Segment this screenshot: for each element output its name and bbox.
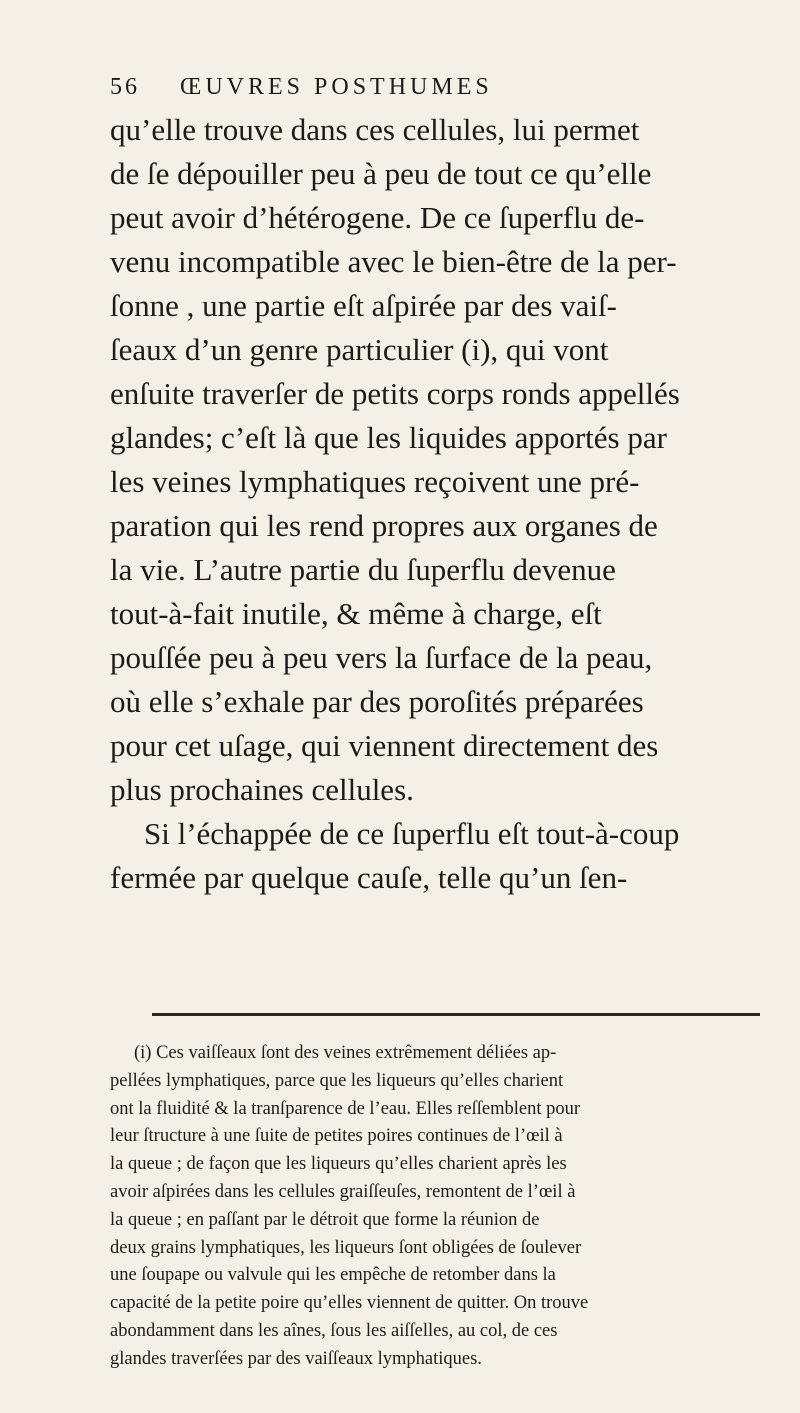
text-line: la vie. L’autre partie du ſuperflu devenue: [110, 552, 616, 587]
text-line: venu incompatible avec le bien-être de la per-: [110, 244, 677, 279]
text-line: paration qui les rend propres aux organes de: [110, 508, 658, 543]
footnote: [110, 1040, 770, 1374]
footnote-rule: [152, 1013, 760, 1016]
text-line: Si l’échappée de ce ſuperflu eſt tout-à-coup: [144, 816, 680, 851]
main-text: [110, 108, 770, 900]
footnote-line: la queue ; de façon que les liqueurs qu’elles charient après les: [110, 1154, 567, 1175]
text-line: pouſſée peu à peu vers la ſurface de la peau,: [110, 640, 653, 675]
text-line: peut avoir d’hétérogene. De ce ſuperflu de-: [110, 200, 645, 235]
text-line: pour cet uſage, qui viennent directement des: [110, 728, 659, 763]
page-number: 56: [110, 74, 140, 100]
footnote-line: capacité de la petite poire qu’elles viennent de quitter. On trouve: [110, 1293, 589, 1314]
footnote-line: une ſoupape ou valvule qui les empêche de retomber dans la: [110, 1265, 556, 1286]
text-line: ſeaux d’un genre particulier (i), qui vont: [110, 332, 609, 367]
footnote-line: deux grains lymphatiques, les liqueurs ſont obligées de ſoulever: [110, 1237, 582, 1258]
text-line: ſonne , une partie eſt aſpirée par des vaiſ-: [110, 288, 617, 323]
running-title: ŒUVRES POSTHUMES: [180, 74, 493, 100]
text-line: les veines lymphatiques reçoivent une pré-: [110, 464, 640, 499]
text-line: enſuite traverſer de petits corps ronds appellés: [110, 376, 680, 411]
footnote-line: glandes traverſées par des vaiſſeaux lymphatiques.: [110, 1348, 482, 1369]
text-line: de ſe dépouiller peu à peu de tout ce qu’elle: [110, 156, 652, 191]
footnote-line: pellées lymphatiques, parce que les liqueurs qu’elles charient: [110, 1070, 564, 1091]
text-line: où elle s’exhale par des poroſités préparées: [110, 684, 644, 719]
footnote-line: avoir aſpirées dans les cellules graiſſeuſes, remontent de l’œil à: [110, 1181, 576, 1202]
text-line: plus prochaines cellules.: [110, 772, 414, 807]
footnote-line: abondamment dans les aînes, ſous les aiſſelles, au col, de ces: [110, 1320, 558, 1341]
text-line: fermée par quelque cauſe, telle qu’un ſen-: [110, 860, 628, 895]
text-line: glandes; c’eſt là que les liquides apportés par: [110, 420, 667, 455]
text-line: qu’elle trouve dans ces cellules, lui permet: [110, 112, 640, 147]
footnote-line: ont la fluidité & la tranſparence de l’eau. Elles reſſemblent pour: [110, 1098, 581, 1119]
text-line: tout-à-fait inutile, & même à charge, eſt: [110, 596, 602, 631]
footnote-line: la queue ; en paſſant par le détroit que forme la réunion de: [110, 1209, 540, 1230]
footnote-line: (i) Ces vaiſſeaux ſont des veines extrêmement déliées ap-: [134, 1043, 557, 1063]
footnote-line: leur ſtructure à une ſuite de petites poires continues de l’œil à: [110, 1126, 563, 1147]
